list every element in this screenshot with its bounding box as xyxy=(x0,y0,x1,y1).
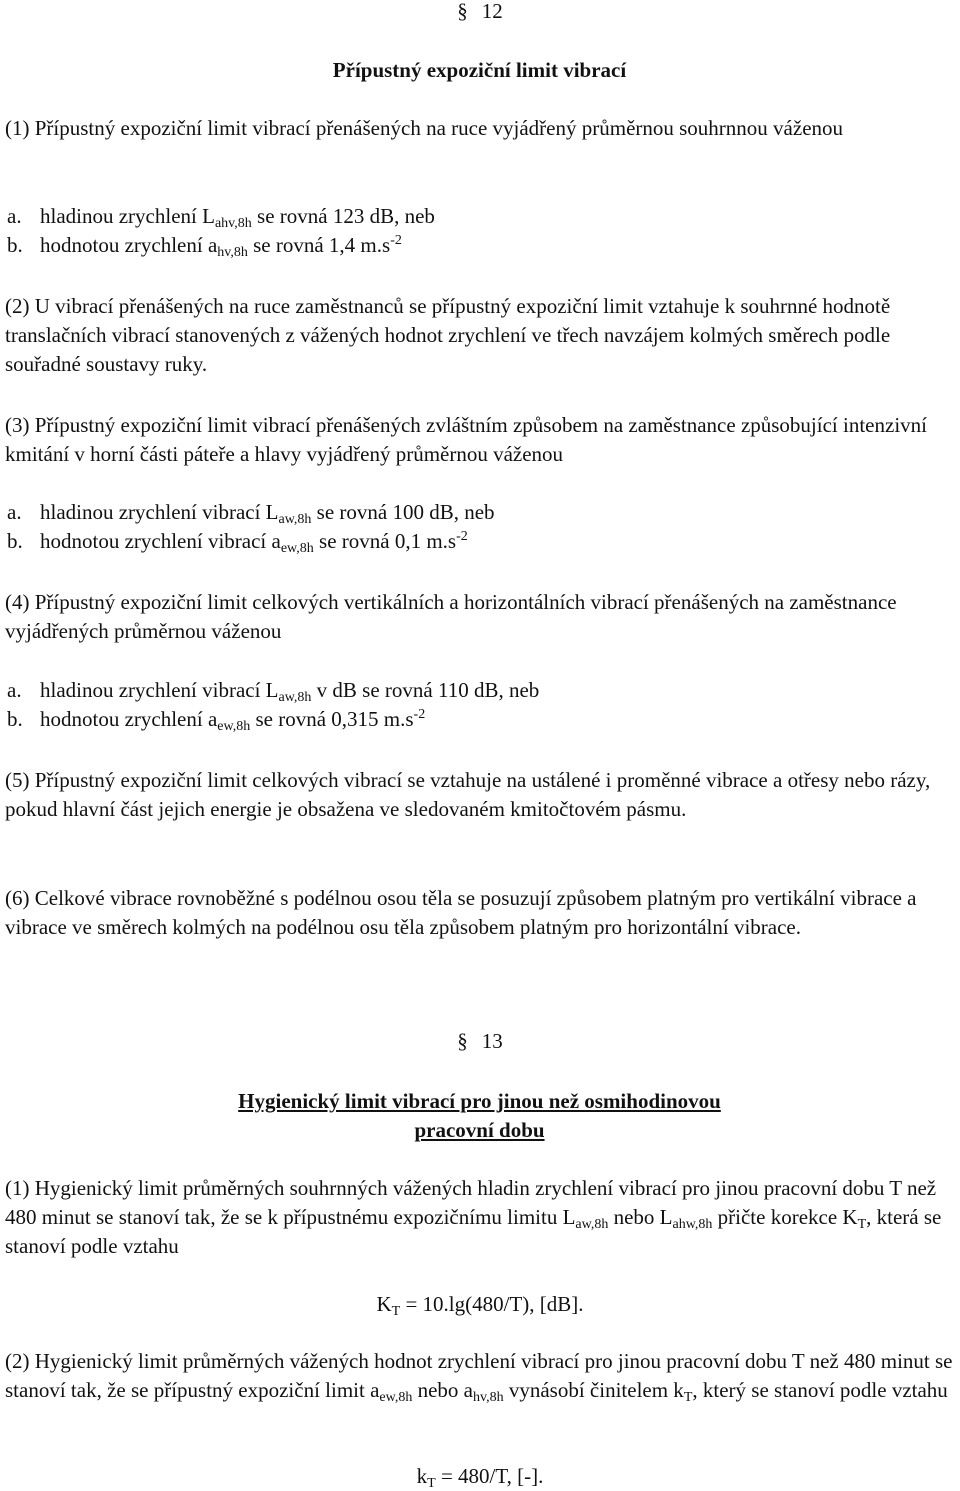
list-item-12-4-a: a. hladinou zrychlení vibrací $L_{aw,8h}$ v dB se rovná 110 dB, neb xyxy=(7,678,540,705)
paragraph-12-4: (4) Přípustný expoziční limit celkových vertikálních a horizontálních vibrací přenášených na zaměstnance vyjádřených průměrnou váženou xyxy=(5,590,897,643)
paragraph-12-6: (6) Celkové vibrace rovnoběžné s podélnou osou těla se posuzují způsobem platným pro vertikální vibrace a vibrace ve směrech kolmých na podélnou osu těla způsobem platným pro horizontální vibrace. xyxy=(5,886,917,939)
paragraph-12-2: (2) U vibrací přenášených na ruce zaměstnanců se přípustný expoziční limit vztahuje k souhrnné hodnotě translačních vibrací stanovených z vážených hodnot zrychlení ve třech navzájem kolmých směrech podle souřadné soustavy ruky. xyxy=(5,294,891,376)
paragraph-13-2: (2) Hygienický limit průměrných vážených hodnot zrychlení vibrací pro jinou pracovní dobu T než 480 minut se stanoví tak, že se přípustný expoziční limit $a_{ew,8h}$ nebo $a_{hv,8h}$ vynásobí činitelem $k_T$, který se stanoví podle vztahu xyxy=(5,1349,953,1405)
formula-kt-factor: $k_T = 480/T$, [-]. xyxy=(416,1464,544,1491)
section-13-title: Hygienický limit vibrací pro jinou než osmihodinovou pracovní dobu xyxy=(238,1089,721,1142)
section-12-number: § 12 xyxy=(457,0,503,23)
section-symbol: § xyxy=(457,0,468,23)
list-item-12-1-b: b. hodnotou zrychlení $a_{hv,8h}$ se rovná 1,4 $m.s^{-2}$ xyxy=(7,233,402,260)
paragraph-12-1: (1) Přípustný expoziční limit vibrací přenášených na ruce vyjádřený průměrnou souhrnnou váženou xyxy=(5,116,844,140)
section-13-number: § 13 xyxy=(457,1029,503,1053)
list-item-12-3-b: b. hodnotou zrychlení vibrací $a_{ew,8h}$ se rovná 0,1 $m.s^{-2}$ xyxy=(7,529,468,556)
list-item-12-3-a: a. hladinou zrychlení vibrací $L_{aw,8h}$ se rovná 100 dB, neb xyxy=(7,500,495,527)
list-item-12-1-a: a. hladinou zrychlení $L_{ahv,8h}$ se rovná 123 dB, neb xyxy=(7,204,435,231)
paragraph-12-3: (3) Přípustný expoziční limit vibrací přenášených zvláštním způsobem na zaměstnance způsobující intenzivní kmitání v horní části páteře a hlavy vyjádřený průměrnou váženou xyxy=(5,413,927,466)
list-item-12-4-b: b. hodnotou zrychlení $a_{ew,8h}$ se rovná 0,315 $m.s^{-2}$ xyxy=(7,707,426,734)
paragraph-13-1: (1) Hygienický limit průměrných souhrnných vážených hladin zrychlení vibrací pro jinou pracovní dobu T než 480 minut se stanoví tak, že se k přípustnému expozičnímu limitu $L_{aw,8h}$ nebo $L_{ahw,8h}$ přičte korekce $K_T$, která se stanoví podle vztahu xyxy=(5,1176,942,1258)
formula-kt-correction: $K_T = 10.\lg(480/T)$, [dB]. xyxy=(376,1292,584,1319)
section-12-title: Přípustný expoziční limit vibrací xyxy=(332,58,627,82)
section-symbol: § xyxy=(457,1029,468,1053)
paragraph-12-5: (5) Přípustný expoziční limit celkových vibrací se vztahuje na ustálené i proměnné vibrace a otřesy nebo rázy, pokud hlavní část jejich energie je obsažena ve sledovaném kmitočtovém pásmu. xyxy=(5,768,931,821)
